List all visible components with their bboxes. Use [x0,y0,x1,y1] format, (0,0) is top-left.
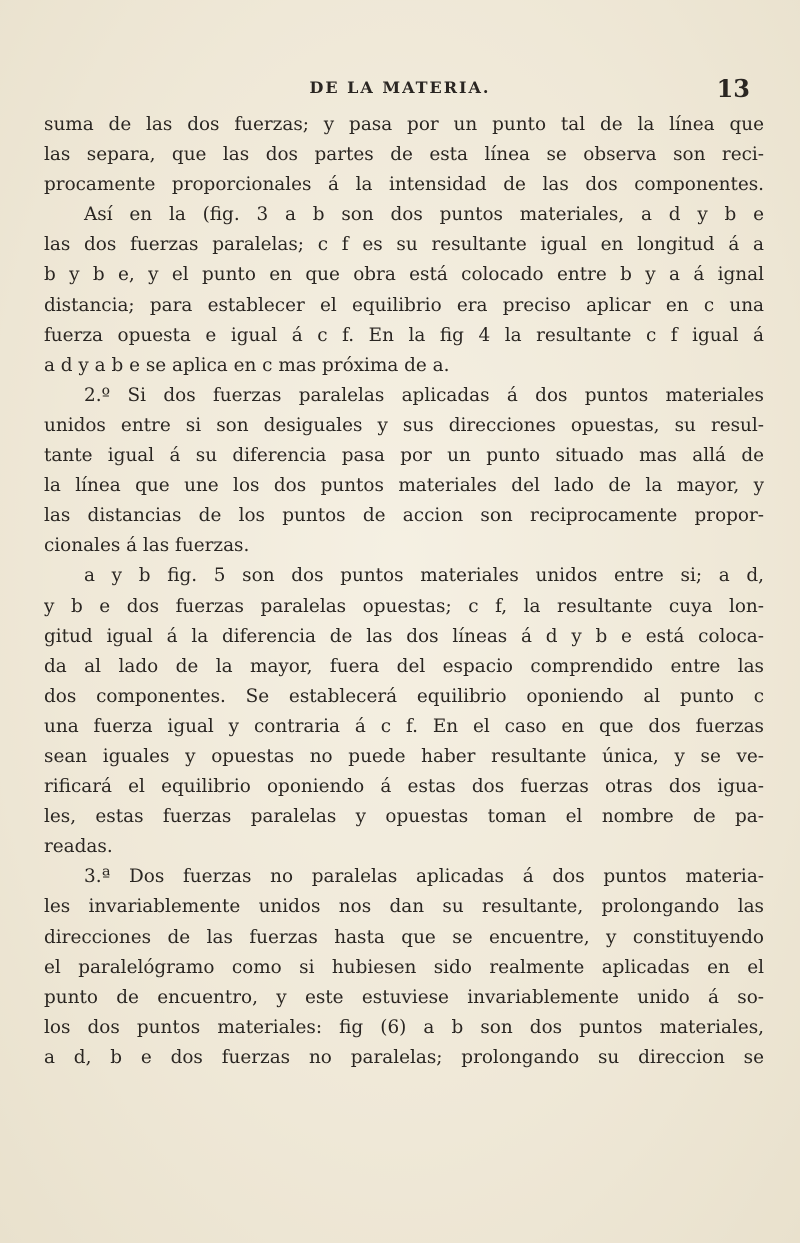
text-line: a y b fig. 5 son dos puntos materiales unidos entre si; a d, [84,565,764,587]
text-line: las dos fuerzas paralelas; c f es su resultante igual en longitud á a [44,234,764,256]
text-line: una fuerza igual y contraria á c f. En el caso en que dos fuerzas [44,715,764,737]
text-line: dos componentes. Se establecerá equilibrio oponiendo al punto c [44,685,764,707]
text-line: b y b e, y el punto en que obra está colocado entre b y a á ignal [44,264,764,286]
body-text [44,110,764,1073]
text-line: suma de las dos fuerzas; y pasa por un punto tal de la línea que [44,114,764,135]
text-line: fuerza opuesta e igual á c f. En la fig 4 la resultante c f igual á [44,324,764,346]
page-number: 13 [716,74,750,103]
text-line: 2.º Si dos fuerzas paralelas aplicadas á dos puntos materiales [84,384,764,406]
text-line: gitud igual á la diferencia de las dos líneas á d y b e está coloca- [44,625,764,647]
text-line: direcciones de las fuerzas hasta que se encuentre, y constituyendo [44,926,764,948]
text-line: y b e dos fuerzas paralelas opuestas; c f, la resultante cuya lon- [44,595,764,617]
text-line: les, estas fuerzas paralelas y opuestas toman el nombre de pa- [44,806,764,828]
text-line: punto de encuentro, y este estuviese invariablemente unido á so- [44,986,764,1008]
text-line: a d y a b e se aplica en c mas próxima de a. [44,354,450,376]
text-line: los dos puntos materiales: fig (6) a b son dos puntos materiales, [44,1016,764,1038]
text-line: les invariablemente unidos nos dan su resultante, prolongando las [44,896,764,918]
text-line: las distancias de los puntos de accion son reciprocamente propor- [44,505,764,527]
text-line: distancia; para establecer el equilibrio era preciso aplicar en c una [44,294,764,316]
text-line: cionales á las fuerzas. [44,535,250,557]
text-line: rificará el equilibrio oponiendo á estas dos fuerzas otras dos igua- [44,776,764,798]
text-line: da al lado de la mayor, fuera del espacio comprendido entre las [44,655,764,677]
text-line: las separa, que las dos partes de esta línea se observa son reci- [44,144,764,166]
text-line: Así en la (fig. 3 a b son dos puntos materiales, a d y b e [84,204,764,226]
text-line: a d, b e dos fuerzas no paralelas; prolongando su direccion se [44,1046,764,1068]
page-header [40,74,760,108]
text-line: procamente proporcionales á la intensidad de las dos componentes. [44,174,764,196]
text-line: readas. [44,836,113,858]
text-line: el paralelógramo como si hubiesen sido realmente aplicadas en el [44,956,764,978]
text-line: 3.ª Dos fuerzas no paralelas aplicadas á dos puntos materia- [84,866,764,888]
text-line: la línea que une los dos puntos materiales del lado de la mayor, y [44,475,764,497]
text-line: tante igual á su diferencia pasa por un punto situado mas allá de [44,445,764,467]
running-head: DE LA MATERIA. [309,78,491,97]
text-line: unidos entre si son desiguales y sus direcciones opuestas, su resul- [44,414,764,436]
text-line: sean iguales y opuestas no puede haber resultante única, y se ve- [44,745,764,767]
